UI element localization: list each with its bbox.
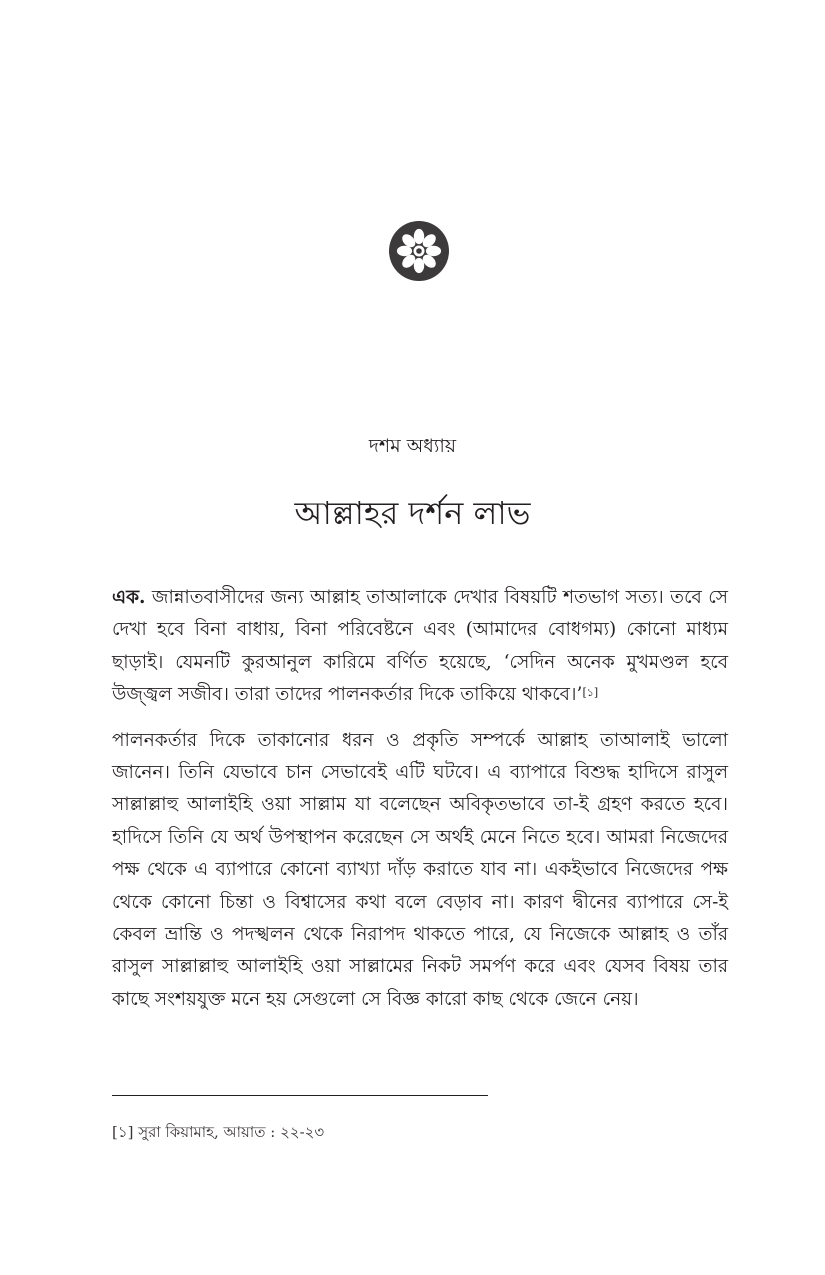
paragraph-2: [112, 725, 728, 1017]
footnote-reference[interactable]: [১]: [582, 686, 599, 700]
chapter-body: [112, 582, 728, 1029]
chapter-title: আল্লাহর দর্শন লাভ: [294, 494, 531, 532]
flower-ornament-icon: [388, 220, 450, 282]
paragraph-1: [112, 582, 728, 712]
paragraph-text: জান্নাতবাসীদের জন্য আল্লাহ তাআলাকে দেখার বিষয়টি শতভাগ সত্য। তবে সে দেখা হবে বিনা বাধায়, বিনা পরিবেষ্টনে এবং (আমাদের বোধগম্য) কোনো মাধ্যম ছাড়াই। যেমনটি কুরআনুল কারিমে বর্ণিত হয়েছে, ‘সেদিন অনেক মুখমণ্ডল হবে উজ্জ্বল সজীব। তারা তাদের পালনকর্তার দিকে তাকিয়ে থাকবে।’: [112, 587, 728, 706]
footnote: [১] সুরা কিয়ামাহ, আয়াত : ২২-২৩: [112, 1123, 325, 1141]
footnote-divider: [112, 1095, 488, 1096]
paragraph-text: পালনকর্তার দিকে তাকানোর ধরন ও প্রকৃতি সম্পর্কে আল্লাহ তাআলাই ভালো জানেন। তিনি যেভাবে চান সেভাবেই এটি ঘটবে। এ ব্যাপারে বিশুদ্ধ হাদিসে রাসুল সাল্লাল্লাহু আলাইহি ওয়া সাল্লাম যা বলেছেন অবিকৃতভাবে তা-ই গ্রহণ করতে হবে। হাদিসে তিনি যে অর্থ উপস্থাপন করেছেন সে অর্থই মেনে নিতে হবে। আমরা নিজেদের পক্ষ থেকে এ ব্যাপারে কোনো ব্যাখ্যা দাঁড় করাতে যাব না। একইভাবে নিজেদের পক্ষ থেকে কোনো চিন্তা ও বিশ্বাসের কথা বলে বেড়াব না। কারণ দ্বীনের ব্যাপারে সে-ই কেবল ভ্রান্তি ও পদস্খলন থেকে নিরাপদ থাকতে পারে, যে নিজেকে আল্লাহ ও তাঁর রাসুল সাল্লাল্লাহু আলাইহি ওয়া সাল্লামের নিকট সমর্পণ করে এবং যেসব বিষয় তার কাছে সংশয়যুক্ত মনে হয় সেগুলো সে বিজ্ঞ কারো কাছ থেকে জেনে নেয়।: [112, 729, 728, 1010]
chapter-label: দশম অধ্যায়: [368, 435, 457, 457]
paragraph-lead: এক.: [112, 587, 146, 608]
